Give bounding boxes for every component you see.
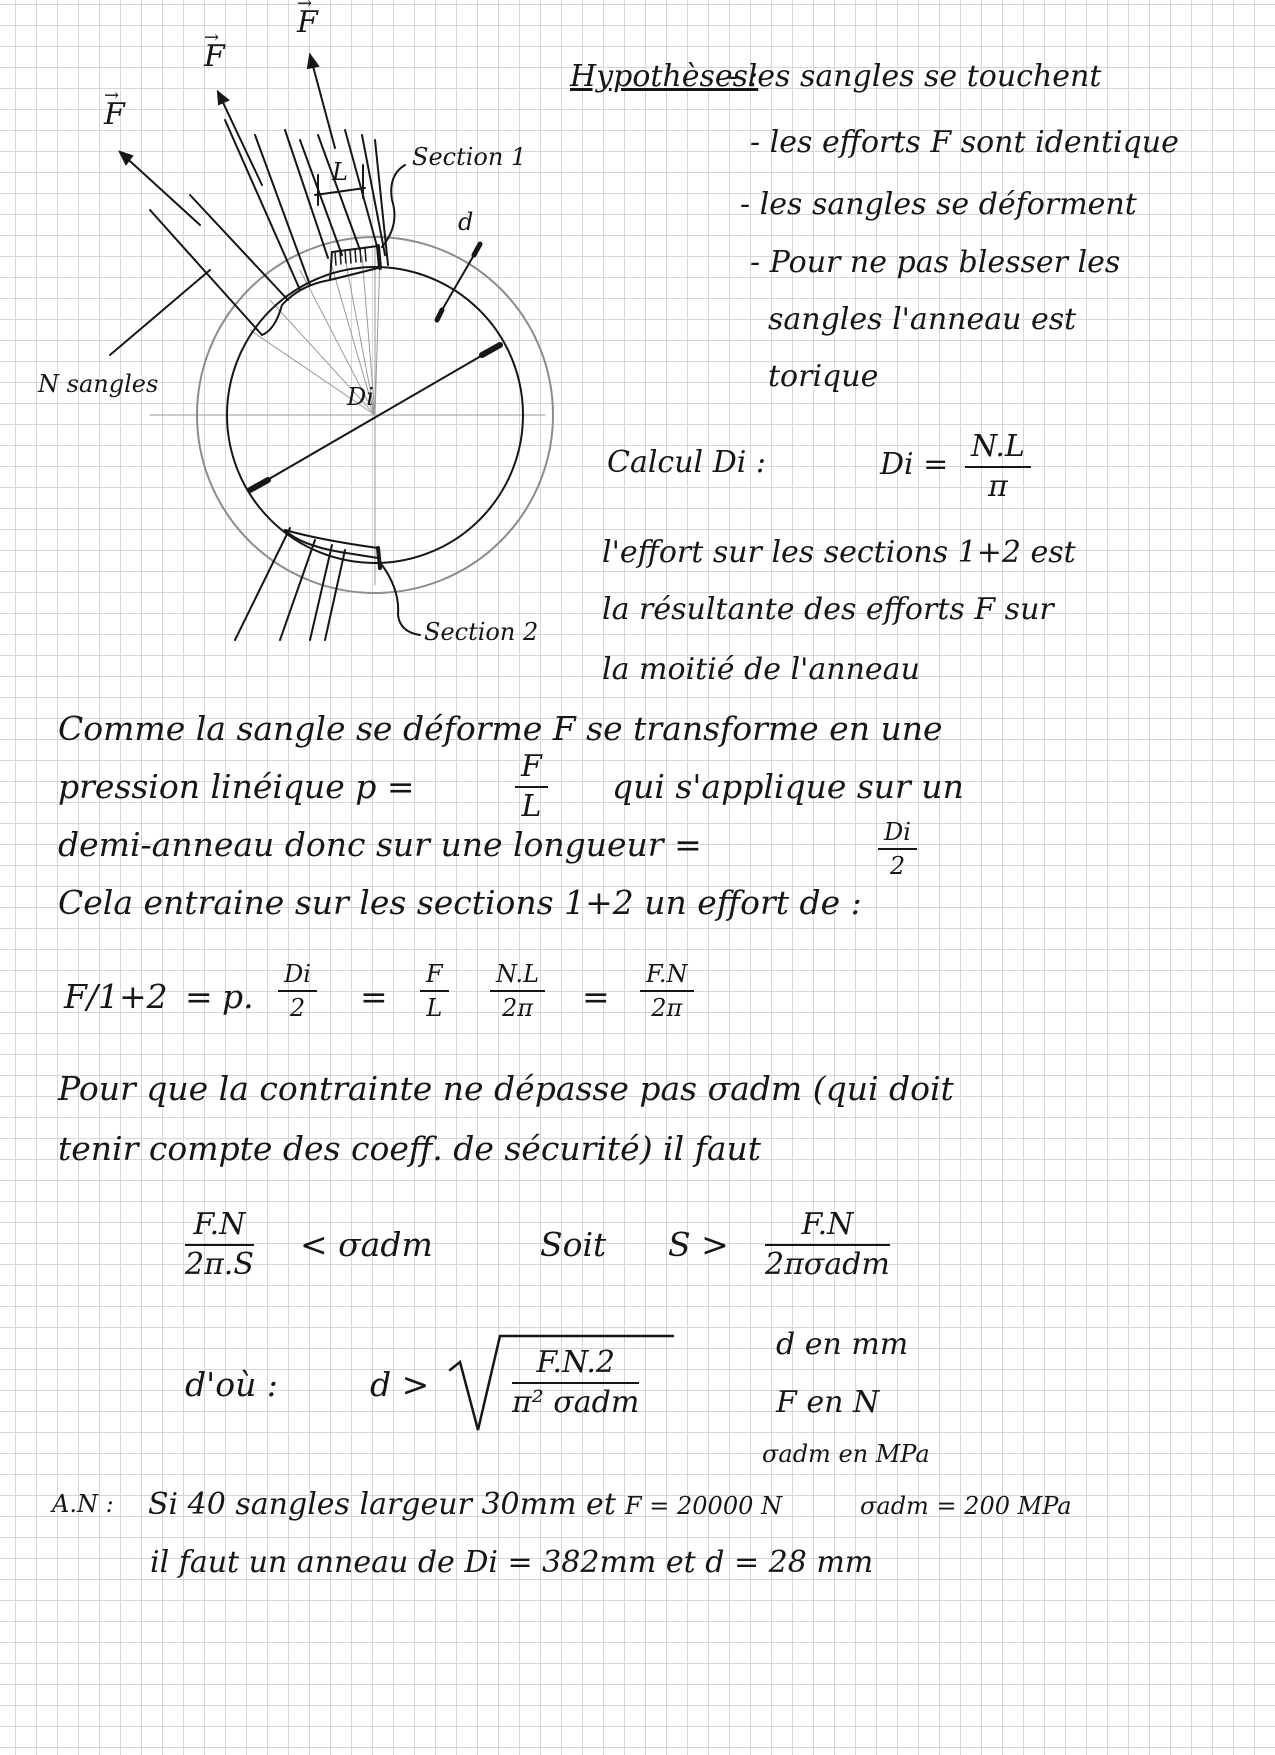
length-denominator: 2 [889,852,906,880]
application-label: A.N : [52,1490,114,1518]
straps-leader [110,270,210,355]
paragraph-line-1: Comme la sangle se déforme F se transforme en une [58,709,943,748]
force-label-1: → F [104,100,125,130]
effort-line-3: la moitié de l'anneau [602,652,920,687]
equation-term1-prefix: p. [222,977,254,1016]
equation-term1-numerator: Di [278,962,317,992]
equation-term2b-numerator: N.L [490,962,545,992]
section1-label: Section 1 [412,143,527,171]
paragraph-line-2-start: pression linéique p = [58,767,415,806]
calc-di-numerator: N.L [965,432,1031,468]
equation-term3-fraction [640,962,694,1020]
equation-term2a-denominator: L [426,994,443,1022]
length-fraction [878,820,917,878]
thickness-dimension [437,244,480,320]
length-numerator: Di [878,820,917,850]
equation-term1-denominator: 2 [289,994,306,1022]
straps-label: N sangles [38,370,159,398]
equation-term3-numerator: F.N [640,962,694,992]
diameter-label: Di [347,383,374,411]
inequality-rhs-denominator: 2πσadm [765,1247,890,1282]
equation-term2b-denominator: 2π [501,994,534,1022]
equation-term2a-fraction [420,962,449,1020]
force-arrows [120,55,335,225]
application-straps: Si 40 sangles largeur 30mm et [148,1487,616,1522]
thickness-label: d [458,208,474,236]
section2-leader [382,565,420,635]
force-label-2: → F [204,42,225,72]
hypothesis-1: - les sangles se touchent [728,59,1102,94]
unit-d: d en mm [776,1327,909,1362]
hypothesis-4: - Pour ne pas blesser les [750,245,1121,280]
effort-line-1: l'effort sur les sections 1+2 est [602,535,1076,570]
application-line-2: il faut un anneau de Di = 382mm et d = 28 mm [150,1545,874,1580]
hypotheses-title: Hypothèses: [570,59,759,94]
inequality-lhs-fraction [185,1207,254,1282]
inequality-rhs-fraction [765,1207,890,1282]
calc-di-label: Calcul Di : [607,445,766,480]
pressure-numerator: F [515,752,548,788]
bottom-straps [235,528,380,640]
calc-di-fraction [965,429,1031,504]
unit-f: F en N [776,1385,880,1420]
inequality-lhs-denominator: 2π.S [185,1247,254,1282]
calc-di-denominator: π [988,469,1008,504]
paragraph-line-2-end: qui s'applique sur un [612,767,964,806]
constraint-line-1: Pour que la contrainte ne dépasse pas σadm (qui doit [58,1069,954,1108]
pressure-denominator: L [521,789,542,824]
section2-label: Section 2 [424,618,539,646]
inequality-soit: Soit [540,1225,607,1264]
hypothesis-6: torique [768,359,879,394]
paragraph-line-4: Cela entraine sur les sections 1+2 un effort de : [58,883,862,922]
inequality-rel: < σadm [300,1225,433,1264]
top-straps [150,120,388,335]
inequality-s-rel: S > [668,1225,729,1264]
hypothesis-3: - les sangles se déforment [740,187,1137,222]
sqrt-denominator: π² σadm [512,1385,640,1420]
paragraph-line-3-start: demi-anneau donc sur une longueur = [58,825,702,864]
constraint-line-2: tenir compte des coeff. de sécurité) il faut [58,1129,762,1168]
construction-lines [150,245,545,585]
effort-line-2: la résultante des efforts F sur [602,592,1054,627]
unit-sigma: σadm en MPa [762,1440,930,1468]
sqrt-fraction [512,1345,640,1420]
inequality-lhs-numerator: F.N [185,1210,254,1246]
hypothesis-5: sangles l'anneau est [768,302,1077,337]
result-dou: d'où : [185,1365,278,1404]
hypothesis-2: - les efforts F sont identique [750,125,1179,160]
calc-di-lhs: Di = [880,447,949,482]
result-d-rel: d > [370,1365,430,1404]
application-sigma: σadm = 200 MPa [860,1492,1072,1520]
width-label: L [332,158,348,186]
equation-term2b-fraction [490,962,545,1020]
equation-eq-3: = [582,977,610,1016]
equation-term2a-numerator: F [420,962,449,992]
inequality-rhs-numerator: F.N [765,1210,890,1246]
equation-eq-2: = [360,977,388,1016]
sqrt-numerator: F.N.2 [512,1348,639,1384]
pressure-fraction [515,749,548,824]
equation-lhs: F/1+2 [64,977,168,1016]
equation-eq-1: = [185,977,213,1016]
equation-term1-fraction [278,962,317,1020]
application-force: F = 20000 N [625,1492,782,1520]
force-label-3: → F [297,8,318,38]
equation-term3-denominator: 2π [651,994,683,1022]
